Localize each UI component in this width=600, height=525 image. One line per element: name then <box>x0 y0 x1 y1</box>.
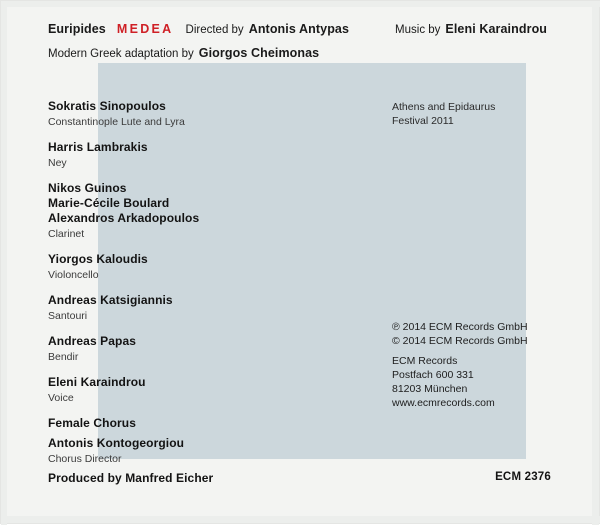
festival-info <box>392 100 495 128</box>
director-name: Antonis Antypas <box>248 22 350 36</box>
list-item <box>48 99 338 129</box>
cover-edge-bottom <box>1 516 600 523</box>
catalog-number: ECM 2376 <box>495 471 551 483</box>
composer-name: Euripides <box>48 22 106 36</box>
work-title: MEDEA <box>116 22 174 36</box>
label-name: ECM Records <box>392 355 458 367</box>
performer-role: Santouri <box>48 310 88 322</box>
festival-line-2: Festival 2011 <box>392 115 454 127</box>
cover-edge-right <box>592 1 599 525</box>
performer-role: Violoncello <box>48 269 99 281</box>
list-item <box>48 181 338 241</box>
copyright-block <box>392 320 528 348</box>
performer-name: Marie-Cécile Boulard <box>48 196 170 210</box>
cover-edge-top <box>1 1 600 7</box>
producer-credit: Produced by Manfred Eicher <box>48 471 214 485</box>
label-address-block <box>392 354 495 410</box>
performer-name: Female Chorus <box>48 416 136 430</box>
festival-line-1: Athens and Epidaurus <box>392 101 496 113</box>
label-website[interactable]: www.ecmrecords.com <box>392 397 495 409</box>
performer-name: Harris Lambrakis <box>48 140 148 154</box>
performer-name: Yiorgos Kaloudis <box>48 252 148 266</box>
directed-by-label: Directed by <box>185 24 244 36</box>
performer-role: Chorus Director <box>48 453 122 465</box>
performer-role: Ney <box>48 157 67 169</box>
music-composer-name: Eleni Karaindrou <box>445 22 548 36</box>
performer-name: Nikos Guinos <box>48 181 127 195</box>
list-item <box>48 436 338 466</box>
adaptation-label: Modern Greek adaptation by <box>48 48 194 60</box>
credits-header <box>48 21 588 62</box>
performer-name: Alexandros Arkadopoulos <box>48 211 200 225</box>
performer-role: Clarinet <box>48 228 85 240</box>
list-item <box>48 252 338 282</box>
address-postbox: Postfach 600 331 <box>392 369 474 381</box>
address-city: 81203 München <box>392 383 468 395</box>
performer-list <box>48 99 338 477</box>
music-by-label: Music by <box>395 24 441 36</box>
performer-name: Sokratis Sinopoulos <box>48 99 166 113</box>
list-item <box>48 140 338 170</box>
copyright-rights: © 2014 ECM Records GmbH <box>392 335 528 347</box>
performer-role: Constantinople Lute and Lyra <box>48 116 185 128</box>
performer-name: Andreas Katsigiannis <box>48 293 173 307</box>
adaptor-name: Giorgos Cheimonas <box>198 46 320 60</box>
cover-edge-left <box>1 1 7 525</box>
performer-name: Eleni Karaindrou <box>48 375 146 389</box>
list-item <box>48 375 338 405</box>
header-secondary-line <box>48 45 588 62</box>
performer-role: Voice <box>48 392 74 404</box>
performer-name: Andreas Papas <box>48 334 137 348</box>
list-item <box>48 334 338 364</box>
list-item <box>48 416 338 431</box>
phonogram-rights: ℗ 2014 ECM Records GmbH <box>392 321 528 333</box>
performer-role: Bendir <box>48 351 79 363</box>
list-item <box>48 293 338 323</box>
performer-name: Antonis Kontogeorgiou <box>48 436 185 450</box>
header-primary-line <box>48 21 588 38</box>
